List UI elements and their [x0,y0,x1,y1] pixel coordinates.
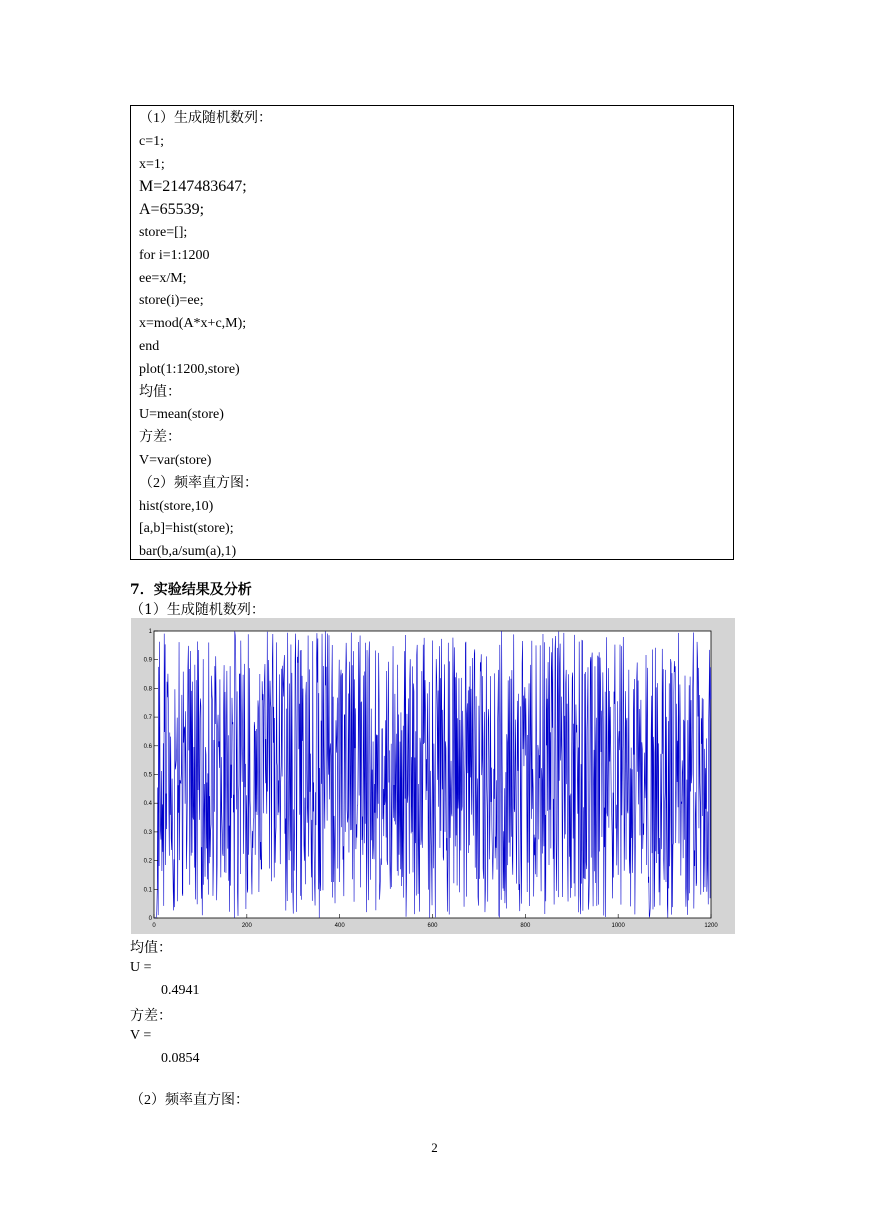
y-tick-label: 0.3 [143,829,152,836]
x-tick-label: 1000 [611,923,625,929]
y-tick-label: 0.2 [143,858,152,865]
code-line: store=[]; [139,224,188,240]
code-line: ee=x/M; [139,270,187,286]
code-line: 均值： [139,384,181,400]
line-chart [131,618,735,934]
v-label: V = [130,1028,152,1043]
y-tick-label: 0.8 [143,686,152,693]
v-value: 0.0854 [161,1051,200,1066]
y-tick-label: 0.5 [143,772,152,779]
code-line: x=1; [139,156,165,172]
code-line: V=var(store) [139,452,212,468]
y-tick-label: 1 [148,629,152,635]
x-tick-label: 800 [520,923,531,929]
x-tick-label: 200 [241,923,252,929]
u-label: U = [130,960,152,975]
code-line: （2）频率直方图： [139,475,258,491]
code-line: [a,b]=hist(store); [139,521,234,537]
u-value: 0.4941 [161,983,200,998]
y-tick-label: 0.7 [143,715,152,722]
code-line: bar(b,a/sum(a),1) [139,544,237,560]
code-line: for i=1:1200 [139,247,210,263]
x-tick-label: 400 [334,923,345,929]
code-line: c=1; [139,133,164,149]
code-line: A=65539; [139,201,205,219]
page-number: 2 [431,1140,438,1155]
code-line: hist(store,10) [139,498,214,514]
code-line: U=mean(store) [139,407,224,423]
y-tick-label: 0.4 [143,801,152,808]
y-tick-label: 0 [148,916,152,922]
code-line: 方差： [139,430,181,446]
code-line: plot(1:1200,store) [139,361,240,377]
x-tick-label: 0 [152,923,156,929]
y-tick-label: 0.6 [143,743,152,750]
subsection-heading: （1）生成随机数列： [130,602,265,618]
code-line: x=mod(A*x+c,M); [139,316,247,332]
code-line: store(i)=ee; [139,293,204,309]
section-heading: 7．实验结果及分析 [130,582,252,598]
random-sequence-plot [131,618,735,934]
variance-label: 方差： [130,1009,172,1024]
x-tick-label: 600 [427,923,438,929]
mean-label: 均值： [130,941,172,956]
code-line: M=2147483647; [139,178,247,196]
y-tick-label: 0.1 [143,887,152,894]
code-line: end [139,338,160,354]
y-tick-label: 0.9 [143,657,152,664]
code-listing-box [130,105,734,560]
x-tick-label: 1200 [704,923,718,929]
histogram-label: （2）频率直方图： [130,1093,249,1108]
code-line: （1）生成随机数列： [139,111,272,126]
